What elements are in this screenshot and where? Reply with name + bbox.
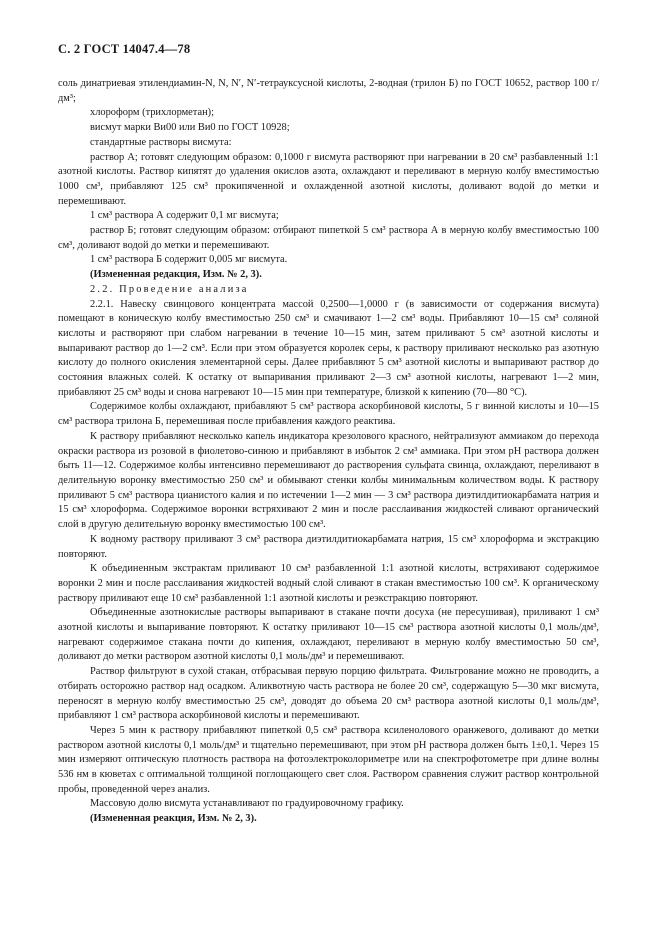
paragraph: (Измененная реакция, Изм. № 2, 3). [90, 813, 257, 825]
paragraph: хлороформ (трихлорметан); [90, 107, 214, 119]
paragraph: Содержимое колбы охлаждают, прибавляют 5 см³ раствора аскорбиновой кислоты, 5 г винной кислоты и 10—15 см³ раствора трилона Б, перемешивая после прибавления каждого реактива. [58, 401, 599, 428]
paragraph: 1 см³ раствора Б содержит 0,005 мг висмута. [90, 254, 288, 266]
paragraph: Через 5 мин к раствору прибавляют пипеткой 0,5 см³ раствора ксиленолового оранжевого, доливают до метки раствором азотной кислоты 0,1 моль/дм³ и тщательно перемешивают, при этом рН раствора должен быть 1±0,1. Через 15 мин измеряют оптическую плотность раствора на фотоэлектроколориметре или на спектрофотометре при длине волны 536 нм в кюветах с оптимальной толщиной поглощающего свет слоя. Раствором сравнения служит раствор контрольной пробы, проведенной через анализ. [58, 724, 599, 795]
paragraph: стандартные растворы висмута: [90, 136, 232, 148]
paragraph: соль динатриевая этилендиамин-N, N, N′, N′-тетрауксусной кислоты, 2-водная (трилон Б) по ГОСТ 10652, раствор 100 г/дм³; [58, 78, 599, 104]
document-body [58, 77, 599, 827]
paragraph: раствор А; готовят следующим образом: 0,1000 г висмута растворяют при нагревании в 20 см³ разбавленный 1:1 азотной кислоты. Раствор кипятят до удаления окислов азота, охлаждают и переливают в мерную колбу вместимостью 1000 см³, прибавляют 125 см³ прокипяченной и охлажденной азотной кислоты, доливают водой до метки и перемешивают. [58, 151, 599, 207]
paragraph: раствор Б; готовят следующим образом: отбирают пипеткой 5 см³ раствора А в мерную колбу вместимостью 100 см³, доливают водой до метки и перемешивают. [58, 225, 599, 251]
paragraph: 2.2. Проведение анализа [90, 283, 249, 295]
paragraph: К объединенным экстрактам приливают 10 см³ разбавленной 1:1 азотной кислоты, встряхивают содержимое воронки 2 мин и после расслаивания жидкостей водный слой сливают в стакан вместимостью 100 см³. К органическому раствору приливают еще 10 см³ разбавленной 1:1 азотной кислоты и реэкстракцию повторяют. [58, 563, 599, 604]
paragraph: висмут марки Ви00 или Ви0 по ГОСТ 10928; [90, 122, 290, 134]
paragraph: Массовую долю висмута устанавливают по градуировочному графику. [90, 798, 404, 810]
page-header: С. 2 ГОСТ 14047.4—78 [58, 42, 191, 56]
paragraph: 2.2.1. Навеску свинцового концентрата массой 0,2500—1,0000 г (в зависимости от содержания висмута) помещают в коническую колбу вместимостью 250 см³ и смачивают 1—2 см³ воды. Прибавляют 10—15 см³ соляной кислоты и растворяют при слабом нагревании в течение 10—15 мин, затем приливают 5 см³ азотной кислоты и выпаривают раствор до 1—2 см³. Если при этом образуется королек серы, к раствору приливают несколько раз азотную кислоту до полного окисления элементарной серы. Далее прибавляют 5 см³ азотной кислоты и выпаривают раствор до состояния влажных солей. К остатку от выпаривания приливают 2—3 см³ азотной кислоты, нагревают 1—2 мин, прибавляют 25 см³ воды и снова нагревают 10—15 мин при температуре, близкой к кипению (70—80 °С). [58, 298, 599, 398]
paragraph: (Измененная редакция, Изм. № 2, 3). [90, 269, 262, 281]
paragraph: К раствору прибавляют несколько капель индикатора крезолового красного, нейтрализуют аммиаком до перехода окраски раствора из розовой в фиолетово-синюю и прибавляют в избыток 2 см³ аммиака. При этом рН раствора должен быть 11—12. Содержимое колбы интенсивно перемешивают до растворения сульфата свинца, охлаждают, переливают в делительную воронку вместимостью 250 см³ и обмывают стенки колбы минимальным количеством воды. К раствору приливают 5 см³ раствора цианистого калия и по истечении 1—2 мин — 3 см³ раствора диэтилдитиокарбамата натрия и 15 см³ хлороформа. Содержимое воронки встряхивают 2 мин и после расслаивания жидкостей сливают органический слой в другую делительную воронку вместимостью 100 см³. [58, 430, 599, 531]
paragraph: К водному раствору приливают 3 см³ раствора диэтилдитиокарбамата натрия, 15 см³ хлороформа и экстракцию повторяют. [58, 533, 599, 560]
paragraph: Раствор фильтруют в сухой стакан, отбрасывая первую порцию фильтрата. Фильтрование можно не проводить, а отбирать осторожно раствор над осадком. Аликвотную часть раствора не более 20 см³, содержащую 5—30 мкг висмута, переносят в мерную колбу вместимостью 25 см³, доводят до объема 20 см³ раствора азотной кислоты 0,1 моль/дм³, прибавляют 1 см³ раствора аскорбиновой кислоты и перемешивают. [58, 666, 599, 722]
paragraph: 1 см³ раствора А содержит 0,1 мг висмута; [90, 210, 279, 222]
paragraph: Объединенные азотнокислые растворы выпаривают в стакане почти досуха (не пересушивая), приливают 1 см³ азотной кислоты и выпаривание повторяют. К остатку приливают 10—15 см³ раствора азотной кислоты 0,1 моль/дм³, нагревают содержимое стакана почти до кипения, охлаждают, переливают в мерную колбу вместимостью 50 см³, доливают до метки раствором азотной кислоты 0,1 моль/дм³ и перемешивают. [58, 607, 599, 663]
